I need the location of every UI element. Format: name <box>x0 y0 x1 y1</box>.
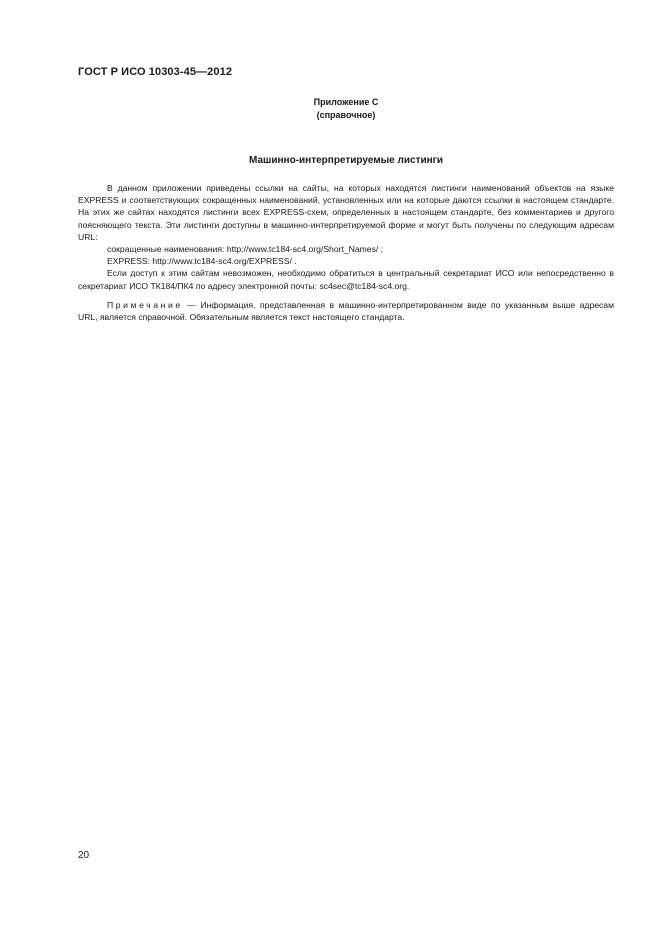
short-names-url-line: сокращенные наименования: http://www.tc184-sc4.org/Short_Names/ ; <box>107 244 384 255</box>
note-label: Примечание <box>107 299 183 310</box>
intro-paragraph: В данном приложении приведены ссылки на сайты, на которых находятся листинги наименований объектов на языке EXPRESS и соответствующих сокращенных наименований, установленных или на которые даются ссылки в настоящем стандарте. На этих же сайтах находятся листинги всех EXPRESS-схем, определенных в настоящем стандарте, без комментариев и другого поясняющего текста. Эти листинги доступны в машинно-интерпретируемой форме и могут быть получены по следующим адресам URL: <box>78 183 614 242</box>
document-header: ГОСТ Р ИСО 10303-45—2012 <box>78 66 233 78</box>
section-title: Машинно-интерпретируемые листинги <box>249 155 443 166</box>
note-paragraph <box>78 299 614 323</box>
body-content <box>78 182 614 323</box>
appendix-title: Приложение С <box>313 97 379 107</box>
contact-paragraph: Если доступ к этим сайтам невозможен, необходимо обратиться в центральный секретариат ИСО или непосредственно в секретариат ИСО ТК184/ПК4 по адресу электронной почты: sc4sec@tc184-sc4.org. <box>78 268 614 291</box>
express-url-line: EXPRESS: http://www.tc184-sc4.org/EXPRESS/ . <box>107 256 297 267</box>
appendix-heading <box>0 96 661 122</box>
note-text: — Информация, представленная в машинно-интерпретированном виде по указанным выше адресам URL, является справочной. Обязательным является текст настоящего стандарта. <box>78 299 614 323</box>
page-number: 20 <box>78 850 90 861</box>
appendix-subtitle: (справочное) <box>316 110 376 120</box>
